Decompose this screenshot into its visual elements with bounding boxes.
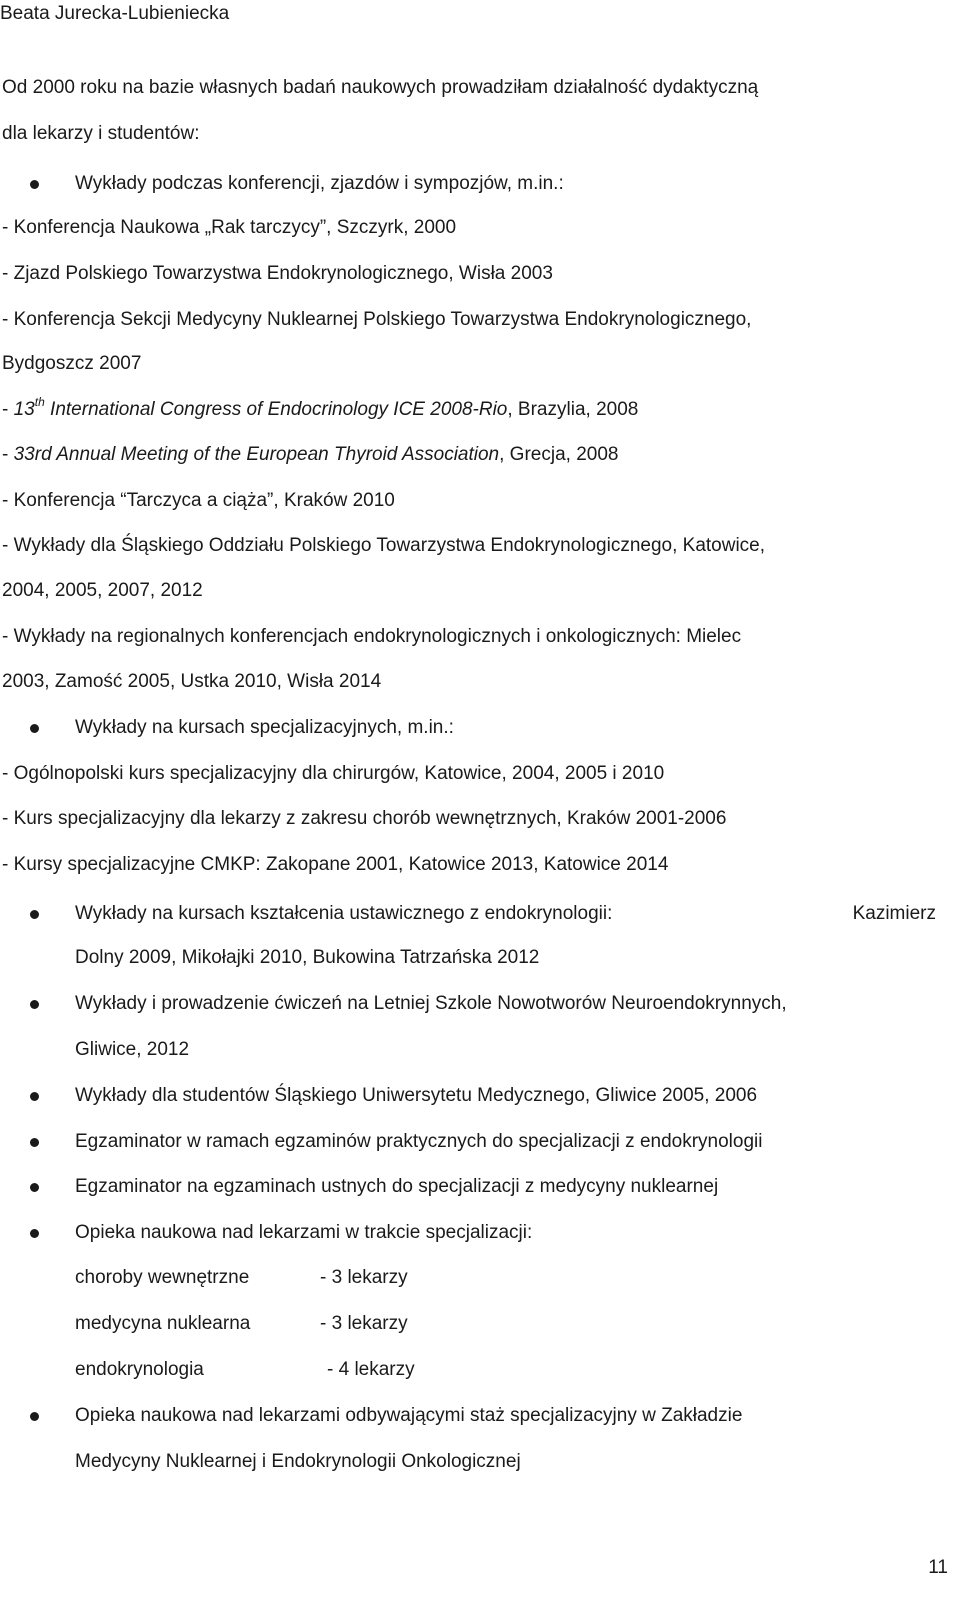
supervision-field: medycyna nuklearna <box>75 1313 251 1334</box>
bullet-dot <box>30 1138 39 1147</box>
intro-line-2: dla lekarzy i studentów: <box>2 123 200 144</box>
bullet-dot <box>30 1229 39 1238</box>
supervision-count: - 3 lekarzy <box>320 1313 408 1334</box>
section1-item-5 <box>2 443 618 467</box>
section2-item-2: - Kurs specjalizacyjny dla lekarzy z zakresu chorób wewnętrznych, Kraków 2001-2006 <box>2 808 727 829</box>
author-header: Beata Jurecka-Lubieniecka <box>0 3 230 24</box>
section2-bullet: Wykłady na kursach specjalizacyjnych, m.in.: <box>75 717 454 738</box>
section1-item-8b: 2003, Zamość 2005, Ustka 2010, Wisła 2014 <box>2 671 382 692</box>
bullet-7: Egzaminator na egzaminach ustnych do specjalizacji z medycyny nuklearnej <box>75 1176 719 1197</box>
item4-prefix: - <box>2 399 14 420</box>
bullet-dot <box>30 180 39 189</box>
bullet-dot <box>30 1412 39 1421</box>
bullet-dot <box>30 910 39 919</box>
bullet-8: Opieka naukowa nad lekarzami w trakcie specjalizacji: <box>75 1222 533 1243</box>
section1-item-3b: Bydgoszcz 2007 <box>2 353 142 374</box>
bullet-dot <box>30 724 39 733</box>
section1-item-1: - Konferencja Naukowa „Rak tarczycy”, Szczyrk, 2000 <box>2 217 457 238</box>
bullet-3-right-word: Kazimierz <box>852 903 936 924</box>
bullet-9-line-2: Medycyny Nuklearnej i Endokrynologii Onkologicznej <box>75 1451 521 1472</box>
bullet-dot <box>30 1183 39 1192</box>
item4-congress-name: International Congress of Endocrinology ICE 2008-Rio <box>44 399 508 420</box>
item5-rest: , Grecja, 2008 <box>499 444 619 465</box>
section1-item-8a: - Wykłady na regionalnych konferencjach endokrynologicznych i onkologicznych: Mielec <box>2 626 742 647</box>
section1-item-4 <box>2 394 639 422</box>
bullet-dot <box>30 1092 39 1101</box>
bullet-5: Wykłady dla studentów Śląskiego Uniwersytetu Medycznego, Gliwice 2005, 2006 <box>75 1085 758 1106</box>
section1-item-2: - Zjazd Polskiego Towarzystwa Endokrynologicznego, Wisła 2003 <box>2 263 553 284</box>
supervision-count: - 3 lekarzy <box>320 1267 408 1288</box>
section1-item-7a: - Wykłady dla Śląskiego Oddziału Polskiego Towarzystwa Endokrynologicznego, Katowice, <box>2 535 766 556</box>
section2-item-3: - Kursy specjalizacyjne CMKP: Zakopane 2001, Katowice 2013, Katowice 2014 <box>2 854 669 875</box>
section1-item-3a: - Konferencja Sekcji Medycyny Nuklearnej Polskiego Towarzystwa Endokrynologicznego, <box>2 309 752 330</box>
bullet-3-line-2: Dolny 2009, Mikołajki 2010, Bukowina Tatrzańska 2012 <box>75 947 540 968</box>
supervision-field: endokrynologia <box>75 1359 204 1380</box>
section1-item-7b: 2004, 2005, 2007, 2012 <box>2 580 203 601</box>
item4-number: 13 <box>13 399 35 420</box>
item5-meeting-name: 33rd Annual Meeting of the European Thyroid Association <box>13 444 500 465</box>
bullet-3-line-1: Wykłady na kursach kształcenia ustawicznego z endokrynologii: <box>75 903 613 924</box>
bullet-4-line-1: Wykłady i prowadzenie ćwiczeń na Letniej Szkole Nowotworów Neuroendokrynnych, <box>75 993 787 1014</box>
item5-prefix: - <box>2 444 14 465</box>
bullet-dot <box>30 1000 39 1009</box>
bullet-6: Egzaminator w ramach egzaminów praktycznych do specjalizacji z endokrynologii <box>75 1131 763 1152</box>
page-number: 11 <box>928 1557 948 1578</box>
section2-item-1: - Ogólnopolski kurs specjalizacyjny dla chirurgów, Katowice, 2004, 2005 i 2010 <box>2 763 665 784</box>
bullet-4-line-2: Gliwice, 2012 <box>75 1039 190 1060</box>
item4-rest: , Brazylia, 2008 <box>507 399 639 420</box>
section1-item-6: - Konferencja “Tarczyca a ciąża”, Kraków 2010 <box>2 490 395 511</box>
intro-line-1: Od 2000 roku na bazie własnych badań naukowych prowadziłam działalność dydaktyczną <box>2 77 759 98</box>
supervision-count: - 4 lekarzy <box>327 1359 415 1380</box>
section1-bullet: Wykłady podczas konferencji, zjazdów i sympozjów, m.in.: <box>75 173 564 194</box>
supervision-field: choroby wewnętrzne <box>75 1267 250 1288</box>
item4-superscript: th <box>34 394 45 409</box>
bullet-9-line-1: Opieka naukowa nad lekarzami odbywającymi staż specjalizacyjny w Zakładzie <box>75 1405 743 1426</box>
